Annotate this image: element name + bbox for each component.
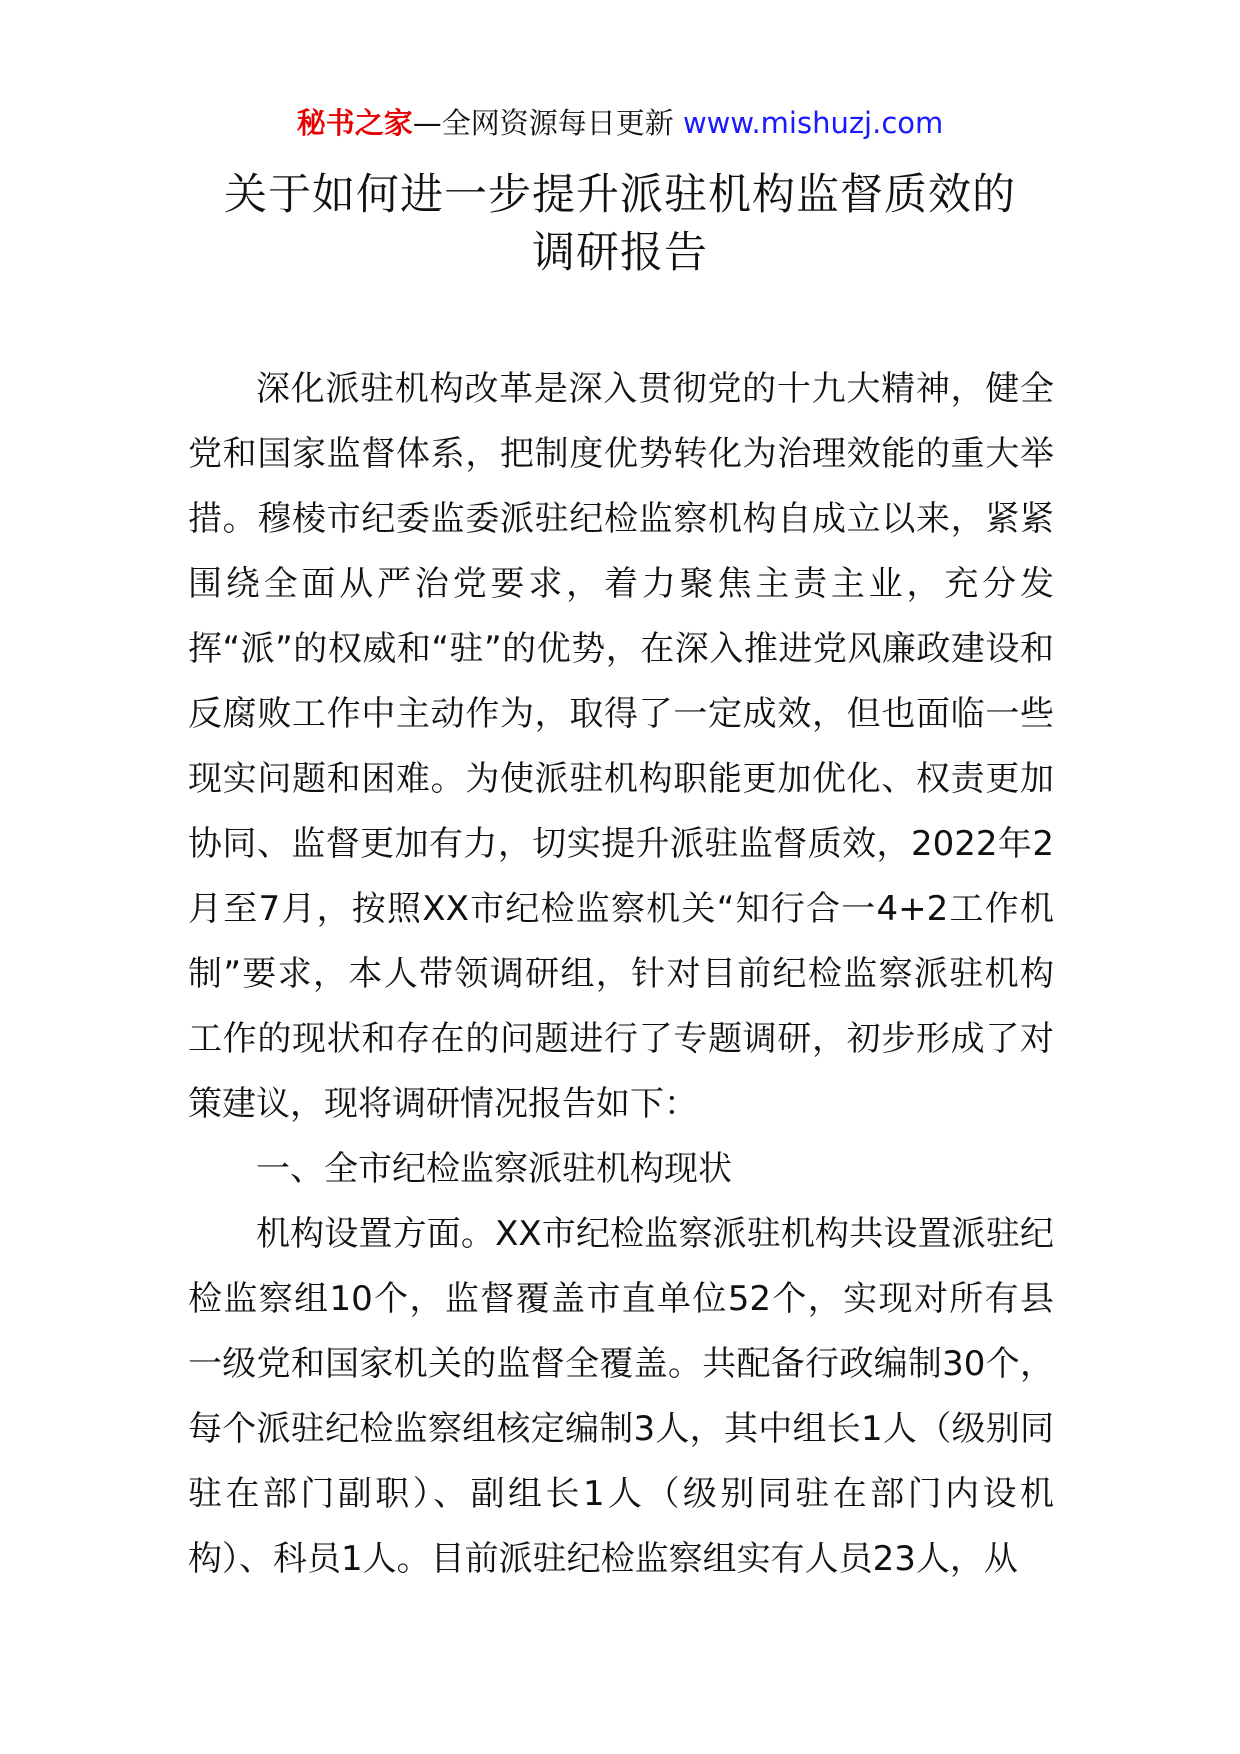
intro-paragraph: 深化派驻机构改革是深入贯彻党的十九大精神，健全党和国家监督体系，把制度优势转化为治理效能的重大举措。穆棱市纪委监委派驻纪检监察机构自成立以来，紧紧围绕全面从严治党要求，着力聚焦主责主业，充分发挥“派”的权威和“驻”的优势，在深入推进党风廉政建设和反腐败工作中主动作为，取得了一定成效，但也面临一些现实问题和困难。为使派驻机构职能更加优化、权责更加协同、监督更加有力，切实提升派驻监督质效，2022年2月至7月，按照XX市纪检监察机关“知行合一4+2工作机制”要求，本人带领调研组，针对目前纪检监察派驻机构工作的现状和存在的问题进行了专题调研，初步形成了对策建议，现将调研情况报告如下： (188, 369, 1054, 1124)
section-heading-1: 一、全市纪检监察派驻机构现状 (256, 1149, 732, 1189)
document-title-line2: 调研报告 (532, 228, 708, 278)
org-setup-paragraph: 机构设置方面。XX市纪检监察派驻机构共设置派驻纪检监察组10个，监督覆盖市直单位52个，实现对所有县一级党和国家机关的监督全覆盖。共配备行政编制30个，每个派驻纪检监察组核定编制3人，其中组长1人（级别同驻在部门副职）、副组长1人（级别同驻在部门内设机构）、科员1人。目前派驻纪检监察组实有人员23人，从 (188, 1214, 1054, 1579)
document-body (188, 357, 1054, 1592)
document-title-line1: 关于如何进一步提升派驻机构监督质效的 (224, 170, 1016, 220)
site-brand: 秘书之家 (296, 106, 413, 140)
site-url-link[interactable]: www.mishuzj.com (682, 106, 944, 140)
document-title (0, 166, 1240, 282)
site-tagline: —全网资源每日更新 (412, 106, 674, 140)
site-header (0, 103, 1240, 143)
